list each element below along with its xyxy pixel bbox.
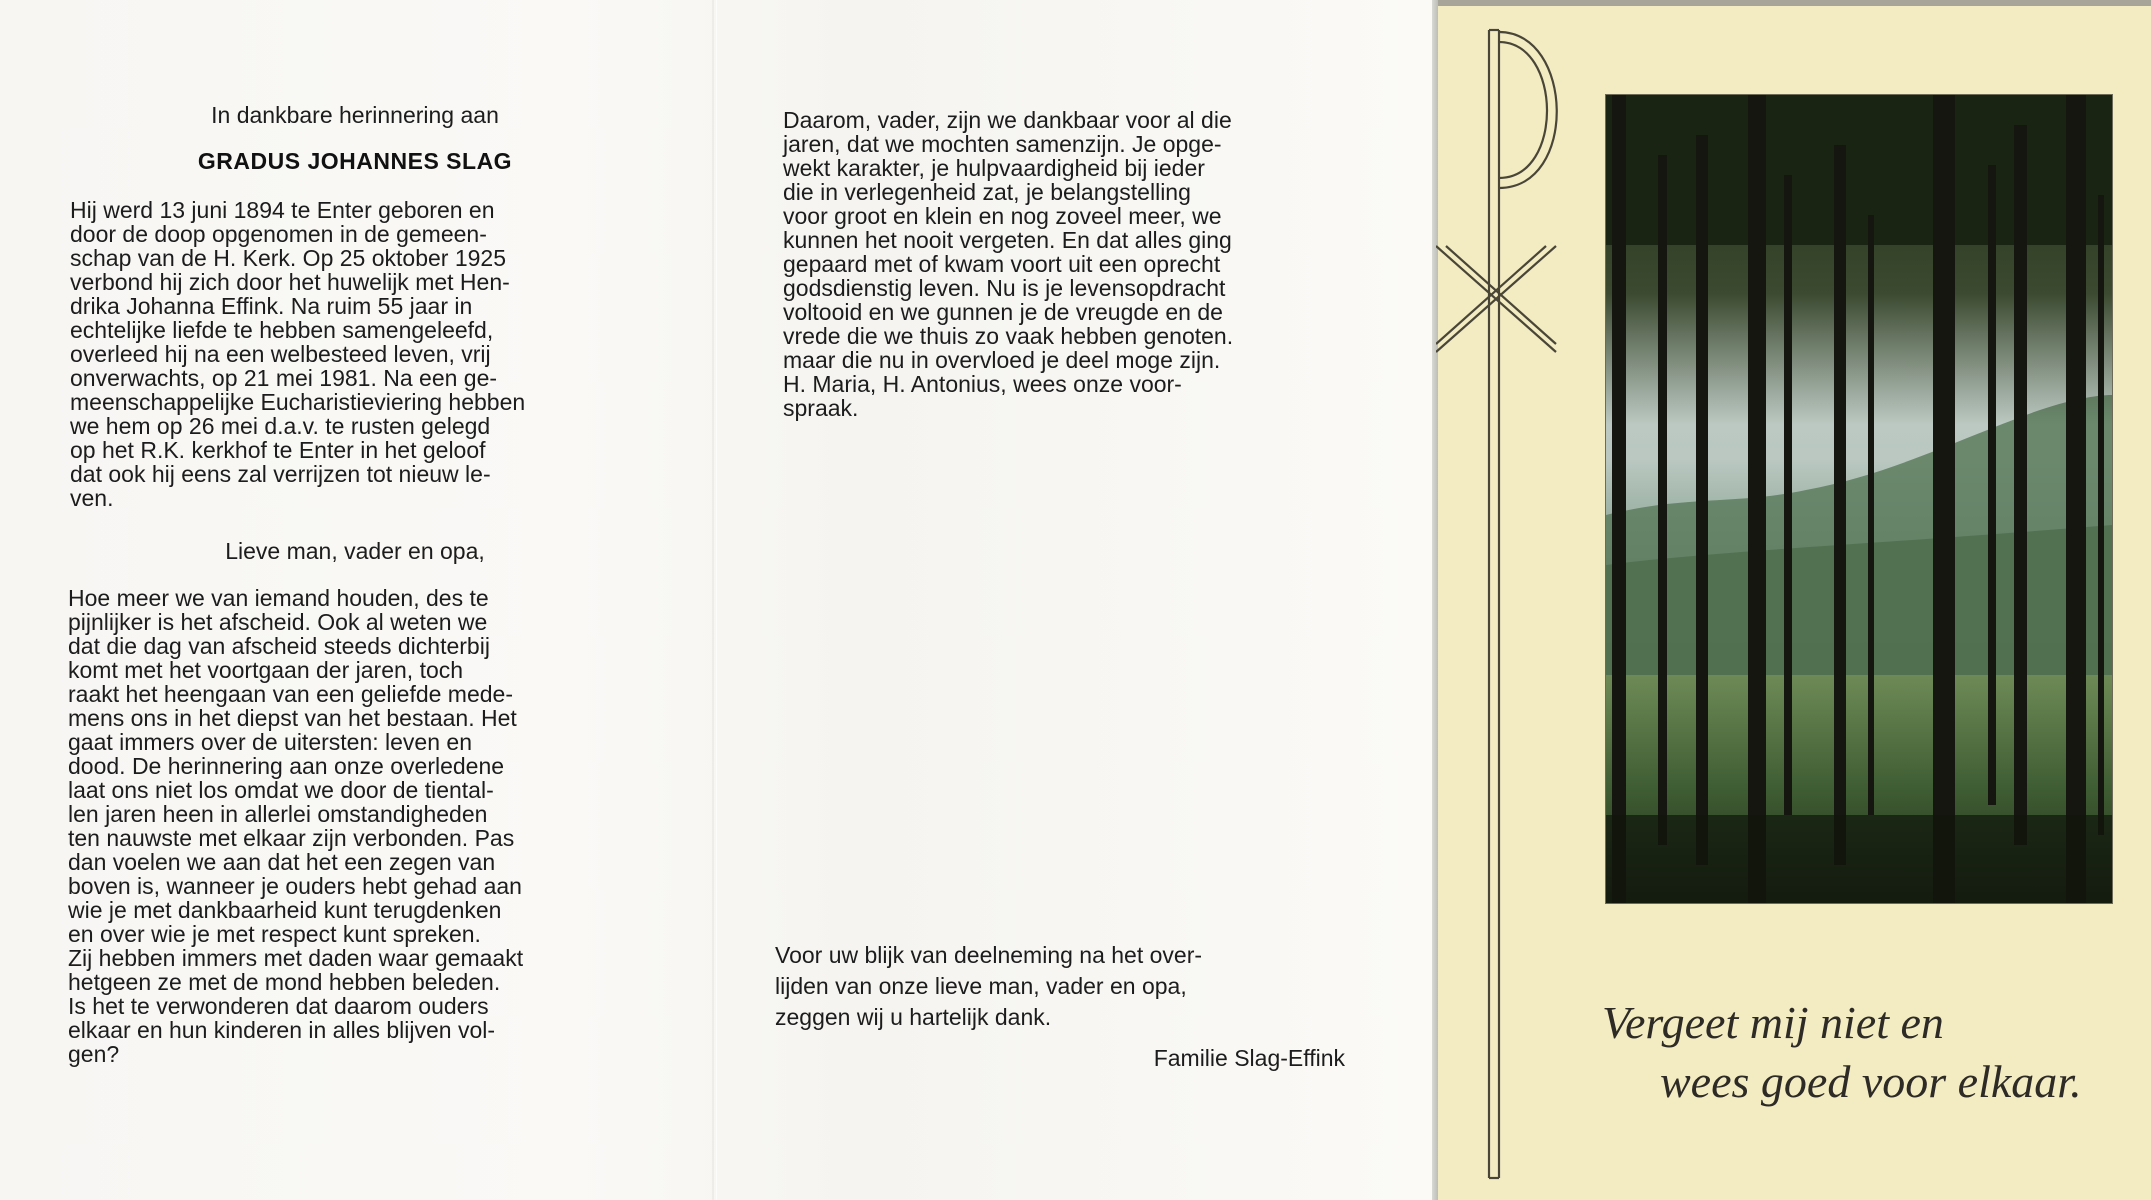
thanks-paragraph — [775, 940, 1345, 1033]
text-line: ven. — [70, 485, 114, 511]
text-line: dood. De herinnering aan onze overledene — [68, 753, 505, 779]
motto-line-1: Vergeet mij niet en — [1602, 997, 1944, 1048]
salutation: Lieve man, vader en opa, — [225, 538, 485, 564]
text-line: wekt karakter, je hulpvaardigheid bij ieder — [783, 155, 1205, 181]
chi-rho-icon — [1436, 28, 1576, 1188]
text-line: dat die dag van afscheid steeds dichterbij — [68, 633, 490, 659]
text-line: kunnen het nooit vergeten. En dat alles ging — [783, 227, 1232, 253]
text-line: gen? — [68, 1041, 120, 1067]
text-line: onverwachts, op 21 mei 1981. Na een ge- — [70, 365, 498, 391]
biography-paragraph — [70, 198, 638, 510]
motto-line-2: wees goed voor elkaar. — [1660, 1056, 2082, 1107]
text-line: overleed hij na een welbesteed leven, vrij — [70, 341, 491, 367]
text-line: wie je met dankbaarheid kunt terugdenken — [68, 897, 502, 923]
forest-photo — [1606, 95, 2112, 903]
text-line: gaat immers over de uitersten: leven en — [68, 729, 472, 755]
text-line: op het R.K. kerkhof te Enter in het geloof — [70, 437, 486, 463]
text-line: en over wie je met respect kunt spreken. — [68, 921, 481, 947]
family-signature: Familie Slag-Effink — [1153, 1045, 1345, 1071]
text-line: Daarom, vader, zijn we dankbaar voor al die — [783, 107, 1232, 133]
text-line: mens ons in het diepst van het bestaan. Het — [68, 705, 517, 731]
text-line: lijden van onze lieve man, vader en opa, — [775, 973, 1187, 999]
text-line: Voor uw blijk van deelneming na het over- — [775, 942, 1203, 968]
text-line: zeggen wij u hartelijk dank. — [775, 1004, 1052, 1030]
text-line: verbond hij zich door het huwelijk met Hen- — [70, 269, 510, 295]
deceased-name: GRADUS JOHANNES SLAG — [197, 148, 513, 174]
text-line: raakt het heengaan van een geliefde mede- — [68, 681, 513, 707]
text-line: voor groot en klein en nog zoveel meer, we — [783, 203, 1222, 229]
text-line: hetgeen ze met de mond hebben beleden. — [68, 969, 501, 995]
text-line: komt met het voortgaan der jaren, toch — [68, 657, 464, 683]
text-line: Hij werd 13 juni 1894 te Enter geboren en — [70, 197, 495, 223]
reflection-paragraph — [68, 586, 636, 1066]
text-line: meenschappelijke Eucharistieviering hebben — [70, 389, 526, 415]
text-line: Is het te verwonderen dat daarom ouders — [68, 993, 489, 1019]
text-line: pijnlijker is het afscheid. Ook al weten we — [68, 609, 488, 635]
text-line: gepaard met of kwam voort uit een oprecht — [783, 251, 1221, 277]
text-line: drika Johanna Effink. Na ruim 55 jaar in — [70, 293, 473, 319]
continuation-paragraph — [783, 108, 1353, 420]
text-line: elkaar en hun kinderen in alles blijven vol- — [68, 1017, 496, 1043]
text-line: Hoe meer we van iemand houden, des te — [68, 585, 489, 611]
text-line: we hem op 26 mei d.a.v. te rusten gelegd — [70, 413, 491, 439]
scan-edge — [1438, 0, 2151, 6]
text-line: dat ook hij eens zal verrijzen tot nieuw le- — [70, 461, 491, 487]
text-line: echtelijke liefde te hebben samengeleefd, — [70, 317, 494, 343]
text-line: door de doop opgenomen in de gemeen- — [70, 221, 487, 247]
text-line: voltooid en we gunnen je de vreugde en de — [783, 299, 1223, 325]
text-line: boven is, wanneer je ouders hebt gehad aan — [68, 873, 522, 899]
text-line: vrede die we thuis zo vaak hebben genoten. — [783, 323, 1234, 349]
text-line: Zij hebben immers met daden waar gemaakt — [68, 945, 524, 971]
card-fold-line — [712, 0, 714, 1200]
text-line: H. Maria, H. Antonius, wees onze voor- — [783, 371, 1182, 397]
text-line: spraak. — [783, 395, 859, 421]
intro-heading: In dankbare herinnering aan — [211, 102, 499, 128]
text-line: laat ons niet los omdat we door de tiental- — [68, 777, 494, 803]
text-line: maar die nu in overvloed je deel moge zijn. — [783, 347, 1221, 373]
text-line: die in verlegenheid zat, je belangstelling — [783, 179, 1191, 205]
text-line: dan voelen we aan dat het een zegen van — [68, 849, 496, 875]
text-line: jaren, dat we mochten samenzijn. Je opge- — [783, 131, 1222, 157]
text-line: len jaren heen in allerlei omstandigheden — [68, 801, 488, 827]
card-fold-highlight — [716, 0, 717, 1200]
text-line: ten nauwste met elkaar zijn verbonden. Pas — [68, 825, 515, 851]
text-line: schap van de H. Kerk. Op 25 oktober 1925 — [70, 245, 506, 271]
text-line: godsdienstig leven. Nu is je levensopdracht — [783, 275, 1226, 301]
